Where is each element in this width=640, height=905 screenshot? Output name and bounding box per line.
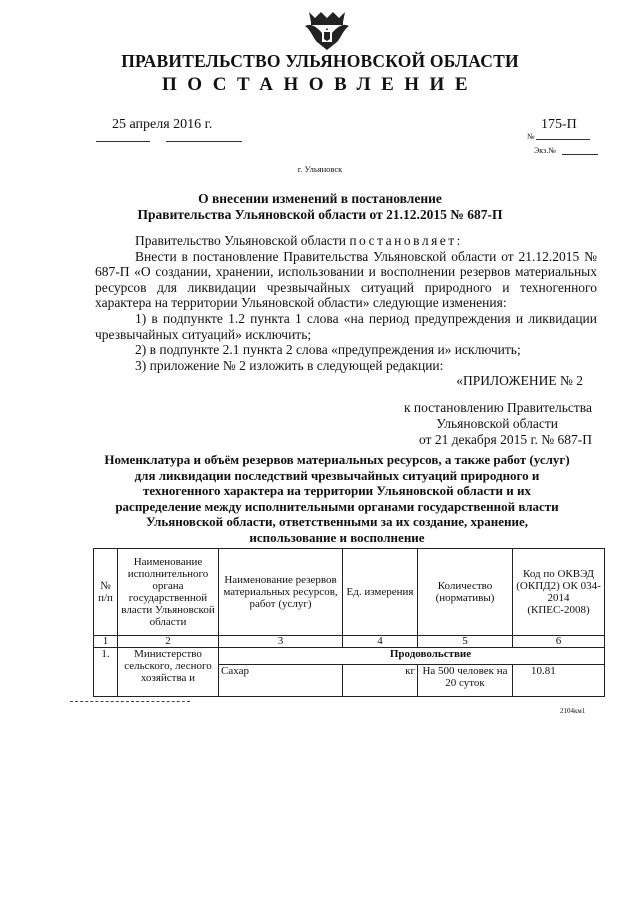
resolving-body: Правительство Ульяновской области [135,233,346,248]
row-code: 10.81 [513,664,605,696]
resources-table [93,548,605,697]
appendix-reference [360,400,592,448]
copy-label: Экз.№ [534,146,556,155]
nomenclature-title: Номенклатура и объём резервов материальных ресурсов, а также работ (услуг) для ликвидации последствий чрезвычайных ситуаций природного и техногенного характера на территории Ульяновской области и их распределение между исполнительными органами государственной власти Ульяновской области, ответственными за их создание, хранение, использование и восполнение [104,452,570,545]
header-code: Код по ОКВЭД (ОКПД2) ОК 034-2014 (КПЕС-2008) [513,549,605,636]
column-number-row [94,636,605,648]
header-quantity: Количество (нормативы) [418,549,513,636]
title-line-1: О внесении изменений в постановление [198,191,442,206]
appendix-ref-line-1: к постановлению Правительства [403,400,592,415]
number-label: № [527,132,535,141]
date-underline-left [96,141,150,142]
appendix-heading: «ПРИЛОЖЕНИЕ № 2 [456,373,583,389]
document-date: 25 апреля 2016 г. [112,117,213,132]
header-resource: Наименование резервов материальных ресурсов, работ (услуг) [219,549,343,636]
body-paragraph-4: 2) в подпункте 2.1 пункта 2 слова «предупреждения и» исключить; [135,342,521,358]
header-num: № п/п [94,549,118,636]
appendix-ref-line-3: от 21 декабря 2015 г. № 687-П [418,432,592,447]
body-paragraph-5: 3) приложение № 2 изложить в следующей редакции: [135,357,444,373]
body-paragraph-3: 1) в подпункте 1.2 пункта 1 слова «на период предупреждения и ликвидации чрезвычайных ситуаций» исключить; [95,310,597,342]
column-number: 6 [513,636,605,648]
body-paragraph-1 [95,233,597,249]
city: г. Ульяновск [297,164,343,174]
coat-of-arms-emblem [303,8,351,54]
column-number: 1 [94,636,118,648]
footnote-separator [70,701,190,702]
table-row [94,648,605,665]
column-number: 4 [343,636,418,648]
copy-underline [562,154,598,155]
document-type: ПОСТАНОВЛЕНИЕ [161,74,479,95]
date-underline-right [166,141,242,142]
title-line-2: Правительства Ульяновской области от 21.12.2015 № 687-П [137,207,503,222]
header-unit: Ед. измерения [343,549,418,636]
body-paragraph-2: Внести в постановление Правительства Ульяновской области от 21.12.2015 № 687-П «О создании, хранении, использовании и восполнении резервов материальных ресурсов для ликвидации чрезвычайных ситуаций природного и техногенного характера на территории Ульяновской области» следующие изменения: [95,248,597,311]
row-item: Сахар [219,664,343,696]
row-organ: Министерство сельского, лесного хозяйства и [118,648,219,697]
appendix-ref-line-2: Ульяновской области [436,416,558,431]
table-header-row [94,549,605,636]
resolve-verb: постановляет: [349,233,463,248]
document-title [0,191,640,223]
document-body [95,233,597,389]
row-number: 1. [94,648,118,697]
column-number: 5 [418,636,513,648]
organization-name: ПРАВИТЕЛЬСТВО УЛЬЯНОВСКОЙ ОБЛАСТИ [121,51,519,71]
row-quantity: На 500 человек на 20 суток [418,664,513,696]
number-underline [536,139,590,140]
column-number: 3 [219,636,343,648]
column-number: 2 [118,636,219,648]
row-unit: кг [343,664,418,696]
footer-code: 2104км1 [560,707,586,715]
section-heading: Продовольствие [219,648,605,665]
document-number: 175-П [541,117,577,132]
header-organ: Наименование исполнительного органа государственной власти Ульяновской области [118,549,219,636]
